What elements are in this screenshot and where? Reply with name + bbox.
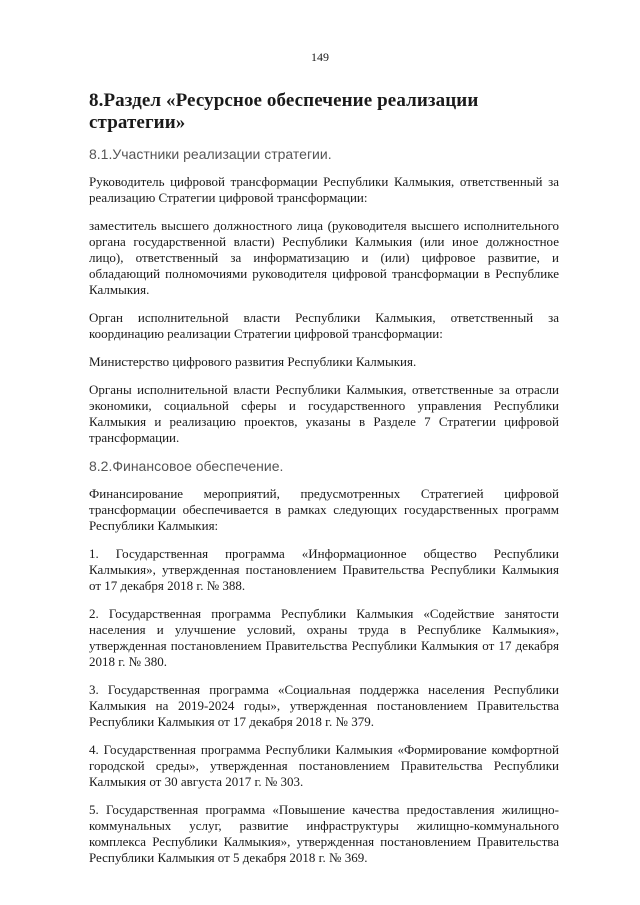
program-item: 1. Государственная программа «Информационное общество Республики Калмыкия», утвержденная постановлением Правительства Республики Калмыкия от 17 декабря 2018 г. № 388. [89,546,559,593]
subsection-title-financing: 8.2.Финансовое обеспечение. [89,458,284,474]
paragraph: Министерство цифрового развития Республики Калмыкия. [89,354,417,369]
program-item: 5. Государственная программа «Повышение качества предоставления жилищно-коммунальных услуг, развитие инфраструктуры жилищно-коммунального комплекса Республики Калмыкия», утвержденная постановлением Правительства Республики Калмыкия от 5 декабря 2018 г. № 369. [89,802,559,865]
section-title: 8.Раздел «Ресурсное обеспечение реализации стратегии» [89,90,479,133]
paragraph: заместитель высшего должностного лица (руководителя высшего исполнительного органа государственной власти) Республики Калмыкия (или иное должностное лицо), ответственный за информатизацию и (или) цифровое развитие, и обладающий полномочиями руководителя цифровой трансформации в Республике Калмыкия. [89,218,559,297]
program-item: 2. Государственная программа Республики Калмыкия «Содействие занятости населения и улучшение условий, охраны труда в Республике Калмыкия», утвержденная постановлением Правительства Республики Калмыкия от 17 декабря 2018 г. № 380. [89,606,559,669]
paragraph: Руководитель цифровой трансформации Республики Калмыкия, ответственный за реализацию Стратегии цифровой трансформации: [89,174,559,205]
paragraph: Орган исполнительной власти Республики Калмыкия, ответственный за координацию реализации Стратегии цифровой трансформации: [89,310,559,341]
subsection-title-participants: 8.1.Участники реализации стратегии. [89,146,332,162]
paragraph: Органы исполнительной власти Республики Калмыкия, ответственные за отрасли экономики, социальной сферы и государственного управления Республики Калмыкия и реализацию проектов, указаны в Разделе 7 Стратегии цифровой трансформации. [89,382,559,445]
program-item: 4. Государственная программа Республики Калмыкия «Формирование комфортной городской среды», утвержденная постановлением Правительства Республики Калмыкия от 30 августа 2017 г. № 303. [89,742,559,789]
program-item: 3. Государственная программа «Социальная поддержка населения Республики Калмыкия на 2019-2024 годы», утвержденная постановлением Правительства Республики Калмыкия от 17 декабря 2018 г. № 379. [89,682,559,729]
paragraph: Финансирование мероприятий, предусмотренных Стратегией цифровой трансформации обеспечивается в рамках следующих государственных программ Республики Калмыкия: [89,486,559,533]
page-number: 149 [311,50,329,64]
document-body [89,90,559,878]
